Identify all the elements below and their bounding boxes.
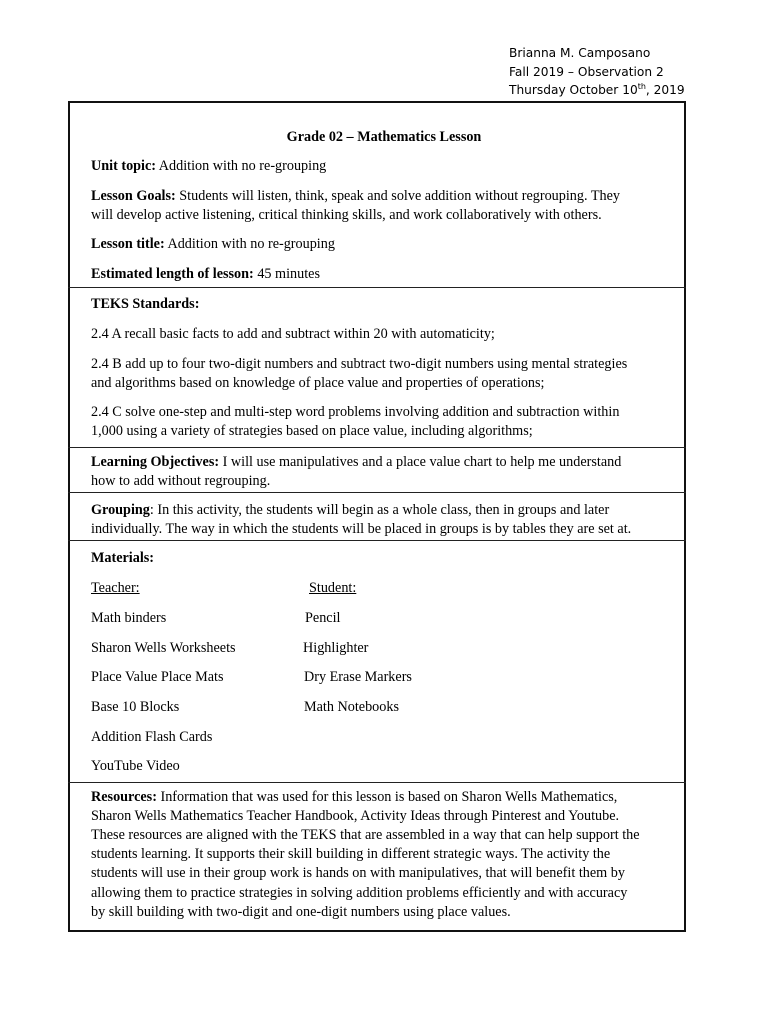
section-divider (68, 287, 686, 288)
student-item: Math Notebooks (304, 699, 399, 715)
learning-objectives-cont: how to add without regrouping. (91, 473, 271, 489)
section-divider (68, 492, 686, 493)
learning-objectives: Learning Objectives: I will use manipulatives and a place value chart to help me understand (91, 454, 622, 470)
teks-heading: TEKS Standards: (91, 296, 200, 312)
resources-line: by skill building with two-digit and one-digit numbers using place values. (91, 904, 511, 920)
lesson-goals: Lesson Goals: Students will listen, think, speak and solve addition without regrouping. They (91, 188, 620, 204)
resources-line: Sharon Wells Mathematics Teacher Handbook, Activity Ideas through Pinterest and Youtube. (91, 808, 620, 824)
resources-line: allowing them to practice strategies in solving addition problems efficiently and with accuracy (91, 885, 628, 901)
lesson-length: Estimated length of lesson: 45 minutes (91, 266, 320, 282)
resources: Resources: Information that was used for this lesson is based on Sharon Wells Mathematics, (91, 789, 618, 805)
teacher-item: Sharon Wells Worksheets (91, 640, 236, 656)
materials-heading: Materials: (91, 550, 155, 566)
teacher-label: Teacher: (91, 580, 140, 596)
section-divider (68, 782, 686, 783)
teks-c: 2.4 C solve one-step and multi-step word problems involving addition and subtraction within (91, 404, 620, 420)
student-item: Dry Erase Markers (304, 669, 412, 685)
resources-line: students learning. It supports their skill building in different strategic ways. The activity the (91, 846, 611, 862)
teks-c-cont: 1,000 using a variety of strategies based on place value, including algorithms; (91, 423, 533, 439)
document-header (509, 44, 685, 100)
teks-b-cont: and algorithms based on knowledge of place value and properties of operations; (91, 375, 545, 391)
author-name: Brianna M. Camposano (509, 46, 651, 60)
observation-label: Fall 2019 – Observation 2 (509, 64, 664, 79)
grouping: Grouping: In this activity, the students will begin as a whole class, then in groups and later (91, 502, 610, 518)
teacher-item: Base 10 Blocks (91, 699, 180, 715)
unit-topic: Unit topic: Addition with no re-grouping (91, 158, 327, 174)
teacher-item: Addition Flash Cards (91, 729, 213, 745)
observation-date: Thursday October 10th, 2019 (509, 81, 685, 97)
student-item: Pencil (305, 610, 341, 626)
teacher-item: Place Value Place Mats (91, 669, 224, 685)
teacher-item: YouTube Video (91, 758, 180, 774)
section-divider (68, 540, 686, 541)
lesson-title: Lesson title: Addition with no re-grouping (91, 236, 335, 252)
student-label: Student: (309, 580, 357, 596)
lesson-heading: Grade 02 – Mathematics Lesson (286, 129, 482, 145)
student-item: Highlighter (303, 640, 369, 656)
lesson-goals-cont: will develop active listening, critical thinking skills, and work collaboratively with others. (91, 207, 602, 223)
resources-line: students will use in their group work is hands on with manipulatives, that will benefit them by (91, 865, 625, 881)
teks-b: 2.4 B add up to four two-digit numbers and subtract two-digit numbers using mental strategies (91, 356, 628, 372)
resources-line: These resources are aligned with the TEKS that are assembled in a way that can help support the (91, 827, 640, 843)
section-divider (68, 447, 686, 448)
teacher-item: Math binders (91, 610, 167, 626)
grouping-cont: individually. The way in which the students will be placed in groups is by tables they are set at. (91, 521, 632, 537)
teks-a: 2.4 A recall basic facts to add and subtract within 20 with automaticity; (91, 326, 495, 342)
